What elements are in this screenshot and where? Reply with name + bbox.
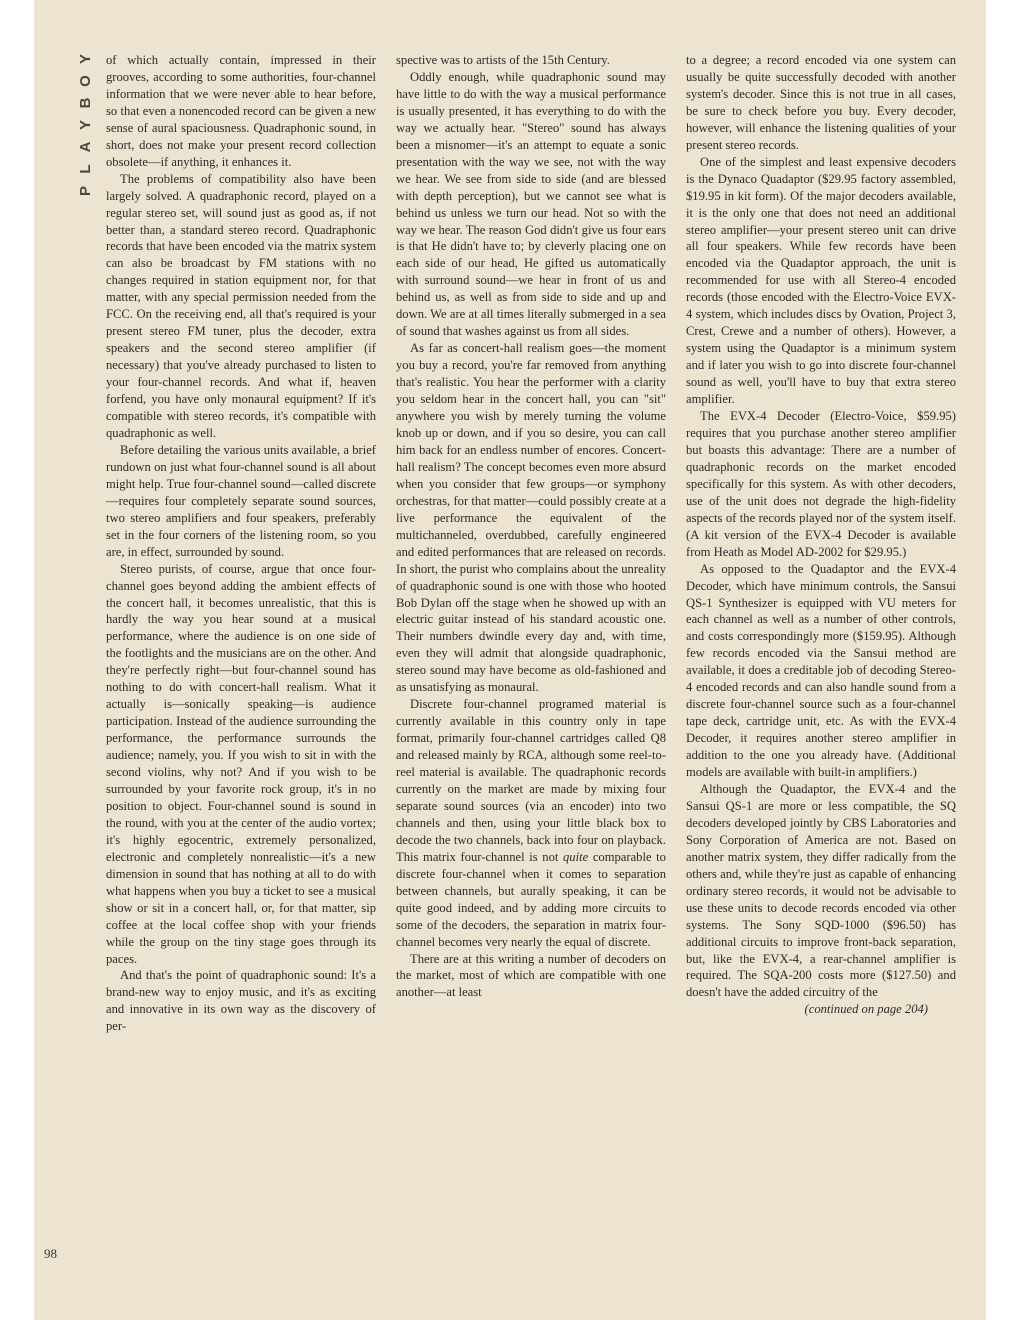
paragraph: As opposed to the Quadaptor and the EVX-4 Decoder, which have minimum controls, the Sansui QS-1 Synthesizer is equipped with VU meters for each channel as well as a number of other controls, and costs correspondingly more ($159.95). Although few records encoded via the Sansui method are available, it does a creditable job of decoding Stereo-4 encoded records and can also handle sound from a discrete four-channel source such as a four-channel tape deck, cartridge unit, etc. As with the EVX-4 Decoder, it requires another stereo amplifier in addition to the one you already have. (Additional models are available with built-in amplifiers.) <box>686 561 956 780</box>
page-number: 98 <box>44 1246 57 1261</box>
continuation-text: (continued on page 204) <box>804 1002 928 1017</box>
article-column-1 <box>106 52 376 1035</box>
article-column-2 <box>396 52 666 1001</box>
paragraph: There are at this writing a number of decoders on the market, most of which are compatible with one another—at least <box>396 951 666 1000</box>
masthead-letter: Y <box>77 120 94 131</box>
masthead-letter: L <box>77 164 94 174</box>
paragraph: Oddly enough, while quadraphonic sound may have little to do with the way a musical performance is usually presented, it has everything to do with the way we actually hear. "Stereo" sound has always been a misnomer—it's an attempt to equate a sonic presentation with the way we see, not with the way we hear. We see from side to side (and are blessed with depth perception), but we cannot see what is behind us unless we turn our head. Not so with the way we hear. The reason God didn't give us four ears is that He didn't have to; by cleverly placing one on each side of our head, He gifted us automatically with surround sound—we hear in front of us and behind us, as well as from side to side and up and down. We are at all times literally submerged in a sea of sound that washes against us from all sides. <box>396 69 666 339</box>
paragraph: One of the simplest and least expensive decoders is the Dynaco Quadaptor ($29.95 factory assembled, $19.95 in kit form). Of the major decoders available, it is the only one that does not need an additional stereo amplifier—your present stereo unit can drive all four speakers. While few records have been encoded via the Quadaptor approach, the unit is recommended for use with all Stereo-4 encoded records (those encoded with the Electro-Voice EVX-4 system, which includes discs by Ovation, Project 3, Crest, Crewe and a number of others). However, a system using the Quadaptor is a minimum system and if later you wish to go into discrete four-channel sound as well, you'll have to buy that extra stereo amplifier. <box>686 154 956 407</box>
paragraph: Before detailing the various units available, a brief rundown on just what four-channel sound is all about might help. True four-channel sound—called discrete—requires four completely separate sound sources, two stereo amplifiers and four speakers, preferably set in the four corners of the listening room, so you are, in effect, surrounded by sound. <box>106 442 376 559</box>
paragraph: Stereo purists, of course, argue that once four-channel goes beyond adding the ambient effects of the concert hall, it becomes unrealistic, that this is hardly the way you hear sound at a musical performance, where the audience is on one side of the footlights and the musicians are on the other. And they're perfectly right—but four-channel sound has nothing to do with concert-hall realism. What it actually is—sonically speaking—is audience participation. Instead of the audience surrounding the performance, the performance surrounds the audience; namely, you. If you wish to sit in with the second violins, why not? And if you wish to be surrounded by your favorite rock group, it's in no position to object. Four-channel sound is sound in the round, with you at the center of the audio vortex; it's highly egocentric, extremely personalized, electronic and completely nonrealistic—it's a new dimension in sound that has nothing at all to do with what happens when you buy a ticket to see a musical show or sit in a concert hall, or, for that matter, sip coffee at the local coffee shop with your friends while the group on the tiny stage goes through its paces. <box>106 561 376 966</box>
paragraph: spective was to artists of the 15th Century. <box>396 53 610 67</box>
paragraph-text: comparable to discrete four-channel when it comes to separation between channels, but aurally speaking, it can be quite good indeed, and by adding more circuits to some of the decoders, the separation in matrix four-channel becomes very nearly the equal of discrete. <box>396 849 666 949</box>
masthead-letter: Y <box>77 54 94 65</box>
paragraph: Although the Quadaptor, the EVX-4 and the Sansui QS-1 are more or less compatible, the SQ decoders developed jointly by CBS Laboratories and Sony Corporation of America are not. Based on another matrix system, they differ radically from the others and, while they're just as capable of enhancing ordinary stereo records, it would not be advisable to use these units to decode records encoded via other systems. The Sony SQD-1000 ($96.50) has additional circuits to improve front-back separation, but, like the EVX-4, a rear-channel amplifier is required. The SQA-200 costs more ($127.50) and doesn't have the added circuitry of the <box>686 781 956 1000</box>
paragraph: of which actually contain, impressed in their grooves, according to some authorities, four-channel information that we were never able to hear before, so that even a nonencoded record can be given a new sense of aural spaciousness. Quadraphonic sound, in short, does not make your present record collection obsolete—if anything, it enhances it. <box>106 53 376 169</box>
emphasis-text: quite <box>563 849 589 864</box>
masthead-letter: P <box>77 186 94 197</box>
magazine-page <box>34 0 986 1320</box>
masthead-letter: B <box>77 97 94 109</box>
paragraph-text: Discrete four-channel programed material is currently available in this country only in tape format, primarily four-channel cartridges called Q8 and released mainly by RCA, although some reel-to-reel material is available. The quadraphonic records currently on the market are made by mixing four separate sound sources (via an encoder) into two channels and then, using your little black box to decode the two channels, back into four on playback. This matrix four-channel is not <box>396 697 666 864</box>
paragraph: The EVX-4 Decoder (Electro-Voice, $59.95) requires that you purchase another stereo amplifier but boasts this advantage: There are a number of quadraphonic records on the market encoded specifically for this system. As with other decoders, use of the unit does not degrade the high-fidelity aspects of the records played nor of the system itself. (A kit version of the EVX-4 Decoder is available from Heath as Model AD-2002 for $29.95.) <box>686 409 956 559</box>
masthead-letter: A <box>77 141 94 153</box>
paragraph: As far as concert-hall realism goes—the moment you buy a record, you're far removed from anything that's realistic. You hear the performer with a clarity you seldom hear in the concert hall, you can "sit" anywhere you wish by merely turning the volume knob up or down, and if you so desire, you can call him back for an endless number of encores. Concert-hall realism? The concept becomes even more absurd when you consider that few groups—or symphony orchestras, for that matter—could possibly create at a live performance the equivalent of the multichanneled, overdubbed, carefully engineered and edited performances that are released on records. In short, the purist who complains about the unreality of quadraphonic sound is one with those who hooted Bob Dylan off the stage when he showed up with an electric guitar instead of his standard acoustic one. Their numbers dwindle every day and, with time, even they will admit that alongside quadraphonic, stereo sound may have become as old-fashioned and as unsatisfying as monaural. <box>396 341 666 695</box>
paragraph <box>396 696 666 950</box>
paragraph: to a degree; a record encoded via one system can usually be quite successfully decoded with another system's decoder. Since this is not true in all cases, be sure to check before you buy. Every decoder, however, will enhance the listening qualities of your present stereo records. <box>686 53 956 152</box>
masthead-letter: O <box>77 75 94 87</box>
paragraph: The problems of compatibility also have been largely solved. A quadraphonic record, played on a regular stereo set, will sound just as good as, if not better than, a standard stereo record. Quadraphonic records that have been encoded via the matrix system can also be broadcast by FM stations with no changes required in station equipment nor, for that matter, with any special permission needed from the FCC. On the receiving end, all that's required is your present stereo FM tuner, plus the decoder, extra speakers and the second stereo amplifier (if necessary) that you've already purchased to listen to your four-channel records. And what if, heaven forfend, you have only monaural equipment? If it's compatible with stereo records, it's compatible with quadraphonic as well. <box>106 171 376 440</box>
magazine-masthead <box>72 48 100 202</box>
continuation-note <box>686 1001 956 1018</box>
article-column-3 <box>686 52 956 1018</box>
paragraph: And that's the point of quadraphonic sound: It's a brand-new way to enjoy music, and it's as exciting and innovative in its own way as the discovery of per- <box>106 968 376 1034</box>
